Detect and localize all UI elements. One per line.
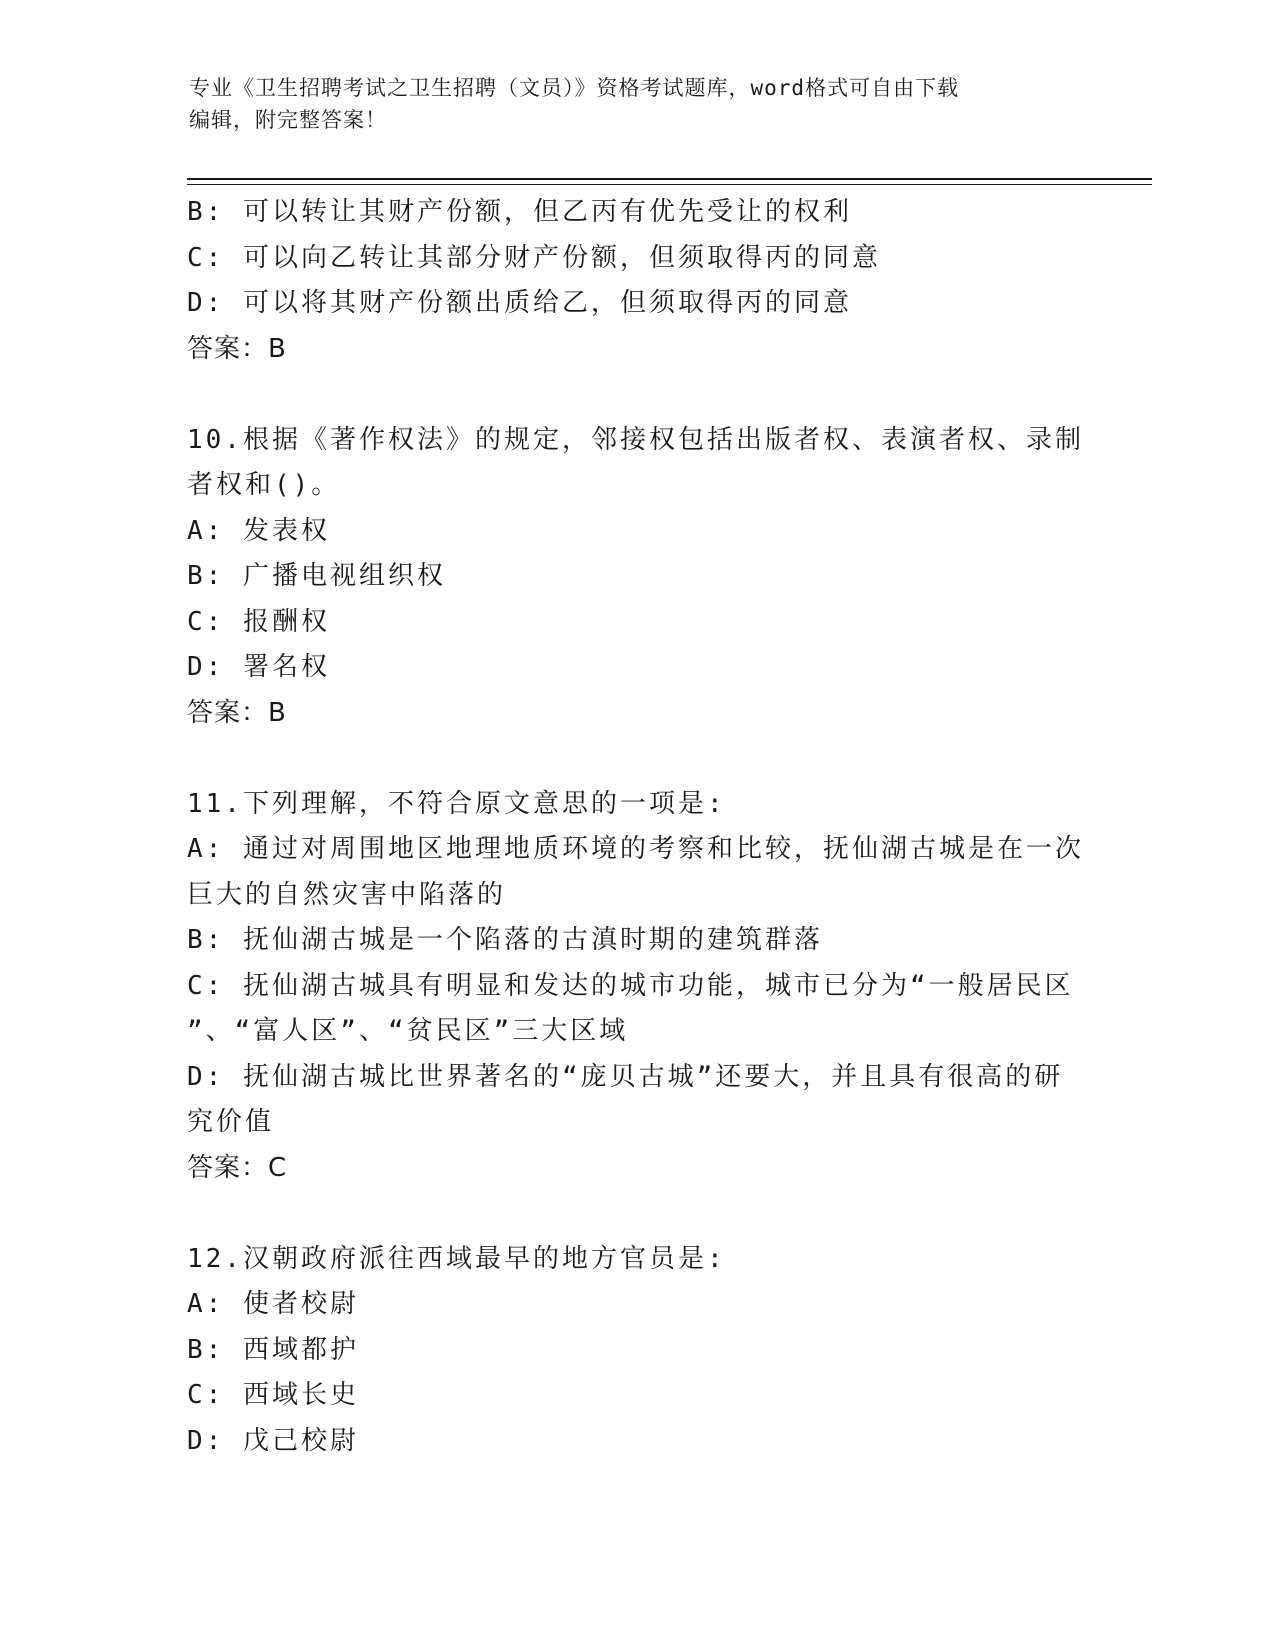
- option-a: A: 发表权: [187, 515, 330, 546]
- answer: 答案：B: [187, 697, 287, 728]
- option-c: C: 可以向乙转让其部分财产份额，但须取得丙的同意: [187, 242, 881, 273]
- option-c: C: 报酬权: [187, 606, 330, 637]
- option-d: D: 可以将其财产份额出质给乙，但须取得丙的同意: [187, 288, 852, 318]
- spacer: [187, 372, 1087, 418]
- question-9-tail: [187, 190, 1087, 372]
- option-d: D: 戊己校尉: [187, 1425, 359, 1456]
- option-b: B: 可以转让其财产份额，但乙丙有优先受让的权利: [187, 197, 852, 227]
- option-a: A: 通过对周围地区地理地质环境的考察和比较，抚仙湖古城是在一次: [187, 834, 1084, 864]
- spacer: [187, 1191, 1087, 1237]
- question-11: [187, 782, 1087, 1192]
- option-a: A: 使者校尉: [187, 1289, 359, 1319]
- option-b: B: 广播电视组织权: [187, 561, 446, 591]
- option-d-continued: 究价值: [187, 1107, 275, 1137]
- question-list: [187, 190, 1087, 1464]
- option-c: C: 西域长史: [187, 1380, 359, 1410]
- document-header: [189, 72, 1089, 136]
- option-a-continued: 巨大的自然灾害中陷落的: [187, 879, 507, 910]
- header-line-2: 编辑，附完整答案！: [189, 108, 387, 132]
- option-b: B: 西域都护: [187, 1334, 359, 1365]
- header-divider-thick: [187, 178, 1152, 180]
- answer: 答案：C: [187, 1152, 288, 1183]
- option-d: D: 抚仙湖古城比世界著名的“庞贝古城”还要大，并且具有很高的研: [187, 1061, 1064, 1092]
- option-c: C: 抚仙湖古城具有明显和发达的城市功能，城市已分为“一般居民区: [187, 970, 1074, 1001]
- option-b: B: 抚仙湖古城是一个陷落的古滇时期的建筑群落: [187, 925, 823, 955]
- question-10: [187, 418, 1087, 737]
- answer: 答案：B: [187, 333, 287, 364]
- question-stem: 10.根据《著作权法》的规定，邻接权包括出版者权、表演者权、录制: [187, 424, 1084, 455]
- question-stem: 12.汉朝政府派往西域最早的地方官员是:: [187, 1243, 726, 1274]
- spacer: [187, 736, 1087, 782]
- header-divider-thin: [187, 184, 1152, 185]
- option-d: D: 署名权: [187, 652, 330, 682]
- header-line-1: 专业《卫生招聘考试之卫生招聘（文员）》资格考试题库，word格式可自由下载: [189, 76, 960, 100]
- question-stem-continued: 者权和()。: [187, 470, 341, 500]
- question-12: [187, 1237, 1087, 1465]
- option-c-continued: ”、“富人区”、“贫民区”三大区域: [187, 1016, 629, 1046]
- question-stem: 11.下列理解，不符合原文意思的一项是:: [187, 788, 726, 819]
